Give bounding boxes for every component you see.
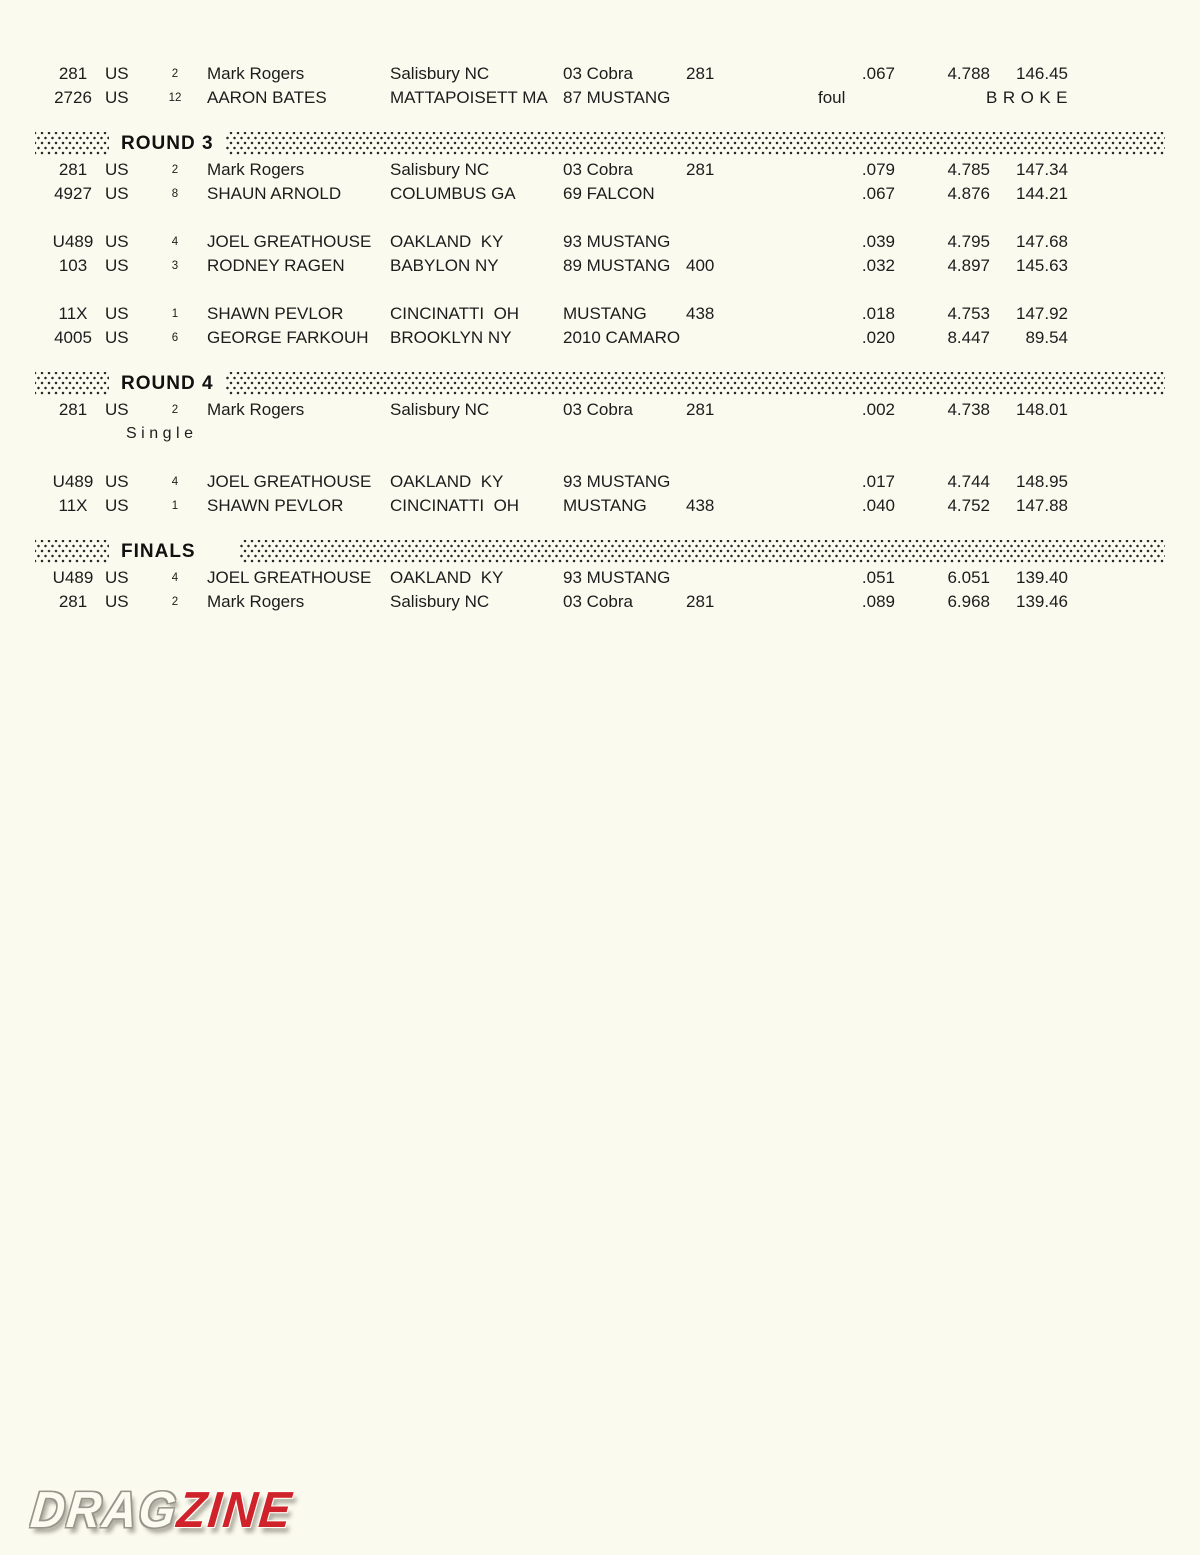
cell-country: US <box>105 496 129 515</box>
cell-hometown: CINCINATTI OH <box>390 496 520 515</box>
cell-hometown: OAKLAND KY <box>390 232 504 251</box>
cell-elapsed-time: 4.788 <box>947 64 990 83</box>
cell-elapsed-time: 4.785 <box>947 160 990 179</box>
cell-country: US <box>105 256 129 275</box>
cell-car-number: 2726 <box>54 88 92 107</box>
result-row <box>0 254 1200 278</box>
cell-country: US <box>105 304 129 323</box>
cell-car-number: U489 <box>52 472 94 491</box>
cell-reaction-time: .039 <box>861 232 895 251</box>
cell-seed-number: 3 <box>171 260 179 272</box>
cell-seed-number: 4 <box>171 236 179 248</box>
cell-car-number: 11X <box>58 496 88 515</box>
cell-car-number: 281 <box>58 64 88 83</box>
logo-drag-text: DRAG <box>28 1480 181 1538</box>
result-row <box>0 326 1200 350</box>
cell-reaction-time: .018 <box>861 304 895 323</box>
cell-driver-name: JOEL GREATHOUSE <box>207 568 372 587</box>
result-row <box>0 470 1200 494</box>
cell-country: US <box>105 568 129 587</box>
cell-reaction-time: .002 <box>861 400 895 419</box>
cell-elapsed-time: 4.795 <box>947 232 990 251</box>
result-row <box>0 566 1200 590</box>
blank-line <box>0 278 1200 302</box>
cell-country: US <box>105 232 129 251</box>
cell-car-number: U489 <box>52 232 94 251</box>
cell-car-model: 93 MUSTANG <box>563 568 671 587</box>
cell-dial-number: 281 <box>686 64 715 83</box>
blank-line <box>0 446 1200 470</box>
round-header-label: ROUND 3 <box>109 132 226 155</box>
cell-elapsed-time: 6.051 <box>947 568 990 587</box>
cell-seed-number: 1 <box>171 308 179 320</box>
cell-elapsed-time: 8.447 <box>947 328 990 347</box>
cell-dial-number: 281 <box>686 592 715 611</box>
cell-speed: 147.34 <box>1016 160 1068 179</box>
cell-car-number: 103 <box>58 256 88 275</box>
cell-reaction-time: .089 <box>861 592 895 611</box>
cell-seed-number: 2 <box>171 68 179 80</box>
round-header-band <box>35 132 1165 155</box>
cell-broke-note: BROKE <box>986 88 1074 107</box>
cell-country: US <box>105 88 129 107</box>
cell-hometown: Salisbury NC <box>390 400 490 419</box>
cell-foul-note: foul <box>818 88 846 107</box>
cell-car-number: 4005 <box>54 328 92 347</box>
cell-hometown: BABYLON NY <box>390 256 499 275</box>
cell-reaction-time: .067 <box>861 64 895 83</box>
cell-speed: 147.68 <box>1016 232 1068 251</box>
cell-speed: 139.46 <box>1016 592 1068 611</box>
cell-driver-name: Mark Rogers <box>207 160 305 179</box>
cell-driver-name: Mark Rogers <box>207 592 305 611</box>
cell-car-model: 03 Cobra <box>563 160 633 179</box>
cell-dial-number: 281 <box>686 400 715 419</box>
cell-country: US <box>105 184 129 203</box>
cell-seed-number: 2 <box>171 164 179 176</box>
cell-country: US <box>105 328 129 347</box>
cell-hometown: CINCINATTI OH <box>390 304 520 323</box>
cell-car-model: 03 Cobra <box>563 592 633 611</box>
cell-hometown: Salisbury NC <box>390 160 490 179</box>
cell-dial-number: 281 <box>686 160 715 179</box>
cell-speed: 89.54 <box>1025 328 1068 347</box>
cell-speed: 145.63 <box>1016 256 1068 275</box>
cell-elapsed-time: 4.738 <box>947 400 990 419</box>
result-row <box>0 590 1200 614</box>
cell-driver-name: Mark Rogers <box>207 400 305 419</box>
result-section <box>0 62 1200 110</box>
round-header-band <box>35 540 1165 563</box>
cell-elapsed-time: 4.897 <box>947 256 990 275</box>
cell-car-model: 03 Cobra <box>563 64 633 83</box>
cell-elapsed-time: 4.752 <box>947 496 990 515</box>
cell-car-number: U489 <box>52 568 94 587</box>
result-row <box>0 86 1200 110</box>
cell-driver-name: JOEL GREATHOUSE <box>207 232 372 251</box>
cell-car-number: 281 <box>58 400 88 419</box>
cell-hometown: Salisbury NC <box>390 592 490 611</box>
results-sections <box>0 0 1200 614</box>
result-section <box>0 132 1200 350</box>
cell-reaction-time: .051 <box>861 568 895 587</box>
cell-car-model: 89 MUSTANG <box>563 256 671 275</box>
result-section <box>0 540 1200 614</box>
cell-car-model: 69 FALCON <box>563 184 655 203</box>
round-header-label: FINALS <box>109 540 240 563</box>
cell-driver-name: SHAWN PEVLOR <box>207 304 344 323</box>
cell-dial-number: 400 <box>686 256 715 275</box>
result-section <box>0 372 1200 518</box>
cell-seed-number: 4 <box>171 572 179 584</box>
cell-country: US <box>105 64 129 83</box>
cell-seed-number: 12 <box>168 92 182 104</box>
cell-driver-name: SHAUN ARNOLD <box>207 184 342 203</box>
dragzine-logo <box>28 1480 296 1540</box>
cell-country: US <box>105 592 129 611</box>
cell-reaction-time: .032 <box>861 256 895 275</box>
cell-driver-name: AARON BATES <box>207 88 327 107</box>
result-row <box>0 302 1200 326</box>
cell-driver-name: RODNEY RAGEN <box>207 256 345 275</box>
result-row <box>0 494 1200 518</box>
cell-speed: 147.92 <box>1016 304 1068 323</box>
cell-hometown: Salisbury NC <box>390 64 490 83</box>
cell-seed-number: 1 <box>171 500 179 512</box>
cell-speed: 148.01 <box>1016 400 1068 419</box>
cell-speed: 147.88 <box>1016 496 1068 515</box>
cell-seed-number: 2 <box>171 596 179 608</box>
cell-hometown: OAKLAND KY <box>390 568 504 587</box>
single-run-label: Single <box>126 425 198 442</box>
cell-reaction-time: .017 <box>861 472 895 491</box>
cell-speed: 144.21 <box>1016 184 1068 203</box>
cell-elapsed-time: 4.753 <box>947 304 990 323</box>
cell-hometown: BROOKLYN NY <box>390 328 512 347</box>
cell-seed-number: 2 <box>171 404 179 416</box>
cell-driver-name: Mark Rogers <box>207 64 305 83</box>
cell-dial-number: 438 <box>686 304 715 323</box>
cell-hometown: COLUMBUS GA <box>390 184 516 203</box>
cell-reaction-time: .020 <box>861 328 895 347</box>
cell-country: US <box>105 160 129 179</box>
result-row <box>0 230 1200 254</box>
cell-car-model: MUSTANG <box>563 496 647 515</box>
cell-driver-name: JOEL GREATHOUSE <box>207 472 372 491</box>
single-run-row <box>0 422 1200 446</box>
round-header-band <box>35 372 1165 395</box>
cell-reaction-time: .067 <box>861 184 895 203</box>
cell-speed: 146.45 <box>1016 64 1068 83</box>
cell-hometown: OAKLAND KY <box>390 472 504 491</box>
cell-car-model: 2010 CAMARO <box>563 328 681 347</box>
cell-hometown: MATTAPOISETT MA <box>390 88 548 107</box>
logo-zine-text: ZINE <box>174 1480 296 1538</box>
cell-country: US <box>105 400 129 419</box>
cell-elapsed-time: 4.744 <box>947 472 990 491</box>
cell-car-model: 93 MUSTANG <box>563 472 671 491</box>
cell-speed: 148.95 <box>1016 472 1068 491</box>
cell-car-model: 87 MUSTANG <box>563 88 671 107</box>
cell-dial-number: 438 <box>686 496 715 515</box>
cell-reaction-time: .040 <box>861 496 895 515</box>
cell-seed-number: 4 <box>171 476 179 488</box>
cell-driver-name: GEORGE FARKOUH <box>207 328 369 347</box>
blank-line <box>0 206 1200 230</box>
round-header-label: ROUND 4 <box>109 372 226 395</box>
cell-seed-number: 6 <box>171 332 179 344</box>
cell-elapsed-time: 4.876 <box>947 184 990 203</box>
result-row <box>0 398 1200 422</box>
cell-car-number: 281 <box>58 160 88 179</box>
cell-car-model: 03 Cobra <box>563 400 633 419</box>
cell-country: US <box>105 472 129 491</box>
cell-seed-number: 8 <box>171 188 179 200</box>
cell-driver-name: SHAWN PEVLOR <box>207 496 344 515</box>
cell-car-model: MUSTANG <box>563 304 647 323</box>
result-row <box>0 62 1200 86</box>
cell-elapsed-time: 6.968 <box>947 592 990 611</box>
result-row <box>0 158 1200 182</box>
cell-car-model: 93 MUSTANG <box>563 232 671 251</box>
cell-reaction-time: .079 <box>861 160 895 179</box>
cell-car-number: 281 <box>58 592 88 611</box>
cell-car-number: 4927 <box>54 184 92 203</box>
cell-car-number: 11X <box>58 304 88 323</box>
result-row <box>0 182 1200 206</box>
cell-speed: 139.40 <box>1016 568 1068 587</box>
